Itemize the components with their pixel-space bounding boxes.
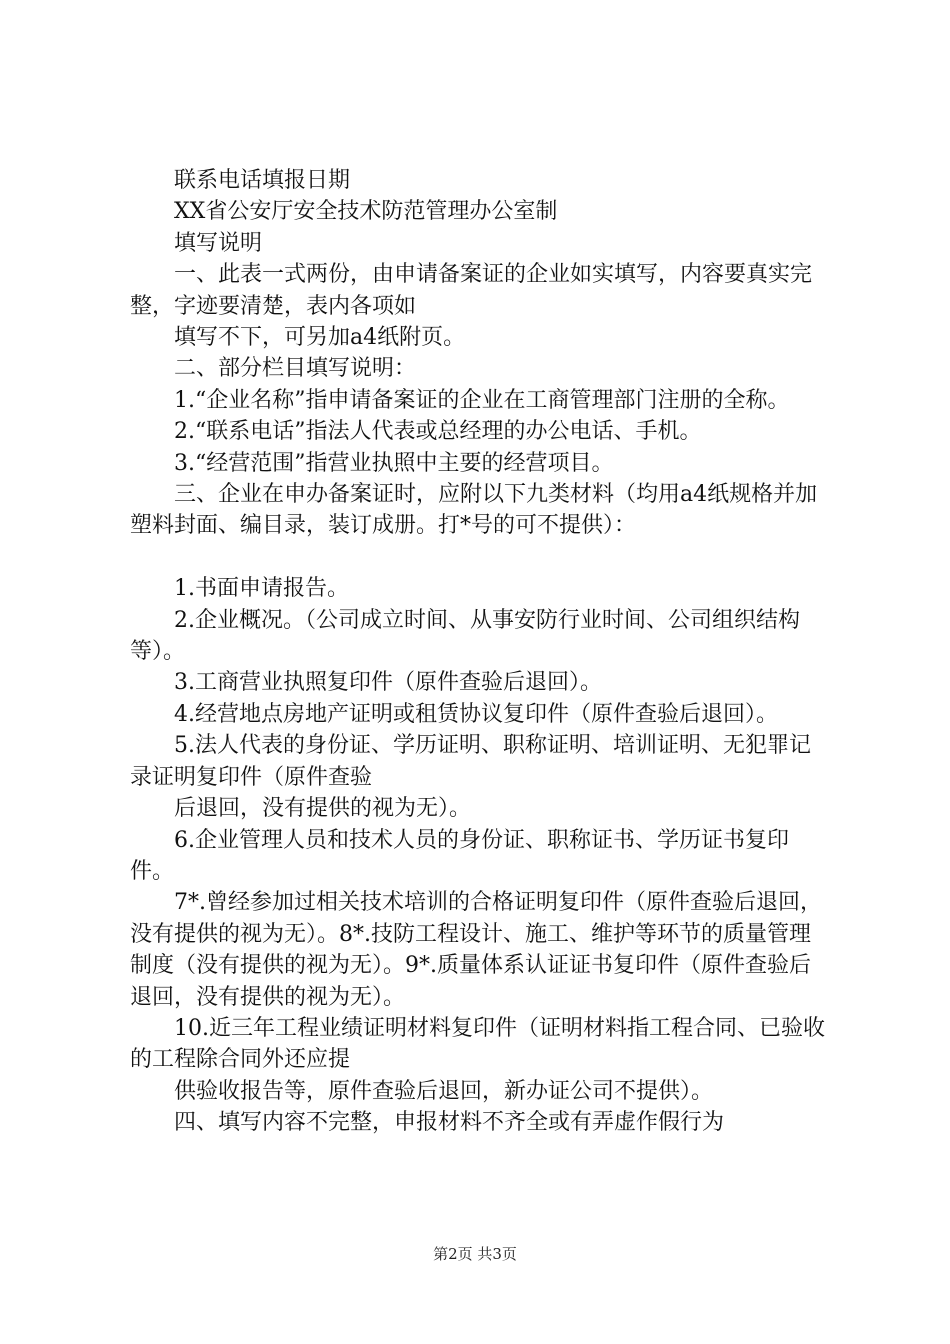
- paragraph-item-phone: 2.“联系电话”指法人代表或总经理的办公电话、手机。: [174, 419, 702, 445]
- paragraph-material-5: 5.法人代表的身份证、学历证明、职称证明、培训证明、无犯罪记录证明复印件（原件查验: [130, 733, 811, 790]
- paragraph-material-3: 3.工商营业执照复印件（原件查验后退回）。: [174, 670, 602, 696]
- blank-line: [130, 542, 830, 573]
- paragraph-material-7-9: 7*.曾经参加过相关技术培训的合格证明复印件（原件查验后退回，没有提供的视为无）。8*.技防工程设计、施工、维护等环节的质量管理制度（没有提供的视为无）。9*.质量体系认证证书复印件（原件查验后退回，没有提供的视为无）。: [130, 890, 822, 1010]
- paragraph-contact-date: 联系电话填报日期: [174, 168, 351, 193]
- paragraph-section-3: 三、企业在申办备案证时，应附以下九类材料（均用a4纸规格并加塑料封面、编目录，装订成册。打*号的可不提供）：: [130, 482, 818, 539]
- paragraph-instructions-heading: 填写说明: [174, 230, 263, 256]
- paragraph-section-1: 一、此表一式两份，由申请备案证的企业如实填写，内容要真实完整，字迹要清楚，表内各项如: [130, 262, 813, 319]
- document-body: [130, 165, 830, 1139]
- paragraph-material-2: 2.企业概况。（公司成立时间、从事安防行业时间、公司组织结构等）。: [130, 607, 800, 665]
- paragraph-material-6: 6.企业管理人员和技术人员的身份证、职称证书、学历证书复印件。: [130, 827, 789, 884]
- paragraph-material-1: 1.书面申请报告。: [174, 576, 349, 602]
- paragraph-material-5-cont: 后退回，没有提供的视为无）。: [174, 796, 472, 822]
- paragraph-section-1-cont: 填写不下，可另加a4纸附页。: [174, 325, 466, 351]
- page-number-footer: 第2页 共3页: [433, 1245, 517, 1263]
- paragraph-material-10-cont: 供验收报告等，原件查验后退回，新办证公司不提供）。: [174, 1078, 714, 1104]
- paragraph-issuer: XX省公安厅安全技术防范管理办公室制: [174, 199, 558, 225]
- paragraph-material-10: 10.近三年工程业绩证明材料复印件（证明材料指工程合同、已验收的工程除合同外还应提: [130, 1015, 825, 1073]
- paragraph-section-2: 二、部分栏目填写说明：: [174, 356, 417, 382]
- paragraph-item-scope: 3.“经营范围”指营业执照中主要的经营项目。: [174, 450, 614, 476]
- paragraph-section-4: 四、填写内容不完整，申报材料不齐全或有弄虚作假行为: [174, 1110, 725, 1136]
- paragraph-material-4: 4.经营地点房地产证明或租赁协议复印件（原件查验后退回）。: [174, 701, 778, 727]
- paragraph-item-company-name: 1.“企业名称”指申请备案证的企业在工商管理部门注册的全称。: [174, 387, 790, 413]
